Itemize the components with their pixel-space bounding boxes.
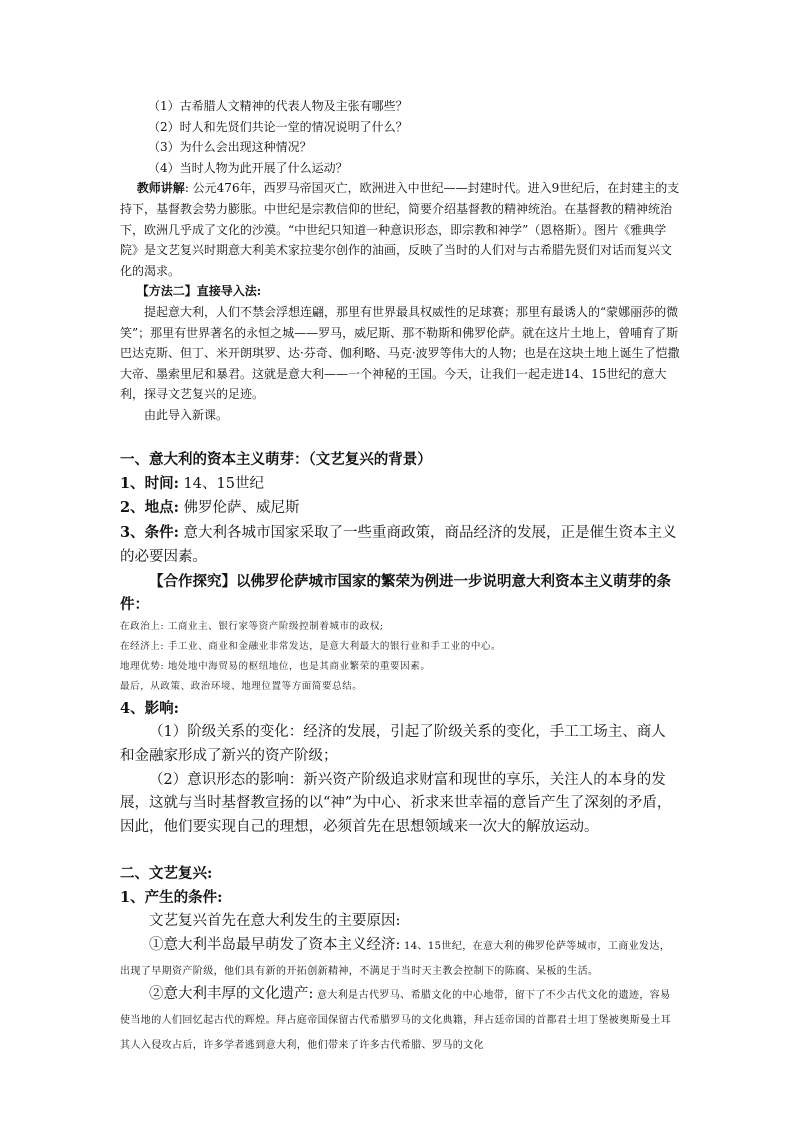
note-item: 最后，从政策、政治环境、地理位置等方面简要总结。 bbox=[120, 681, 363, 693]
method2-text: 提起意大利，人们不禁会浮想连翩，那里有世界最具权威性的足球赛；那里有最诱人的“蒙娜丽莎的微笑”；那里有世界著名的永恒之城——罗马，威尼斯、那不勒斯和佛罗伦萨。就在这片土地上，曾哺育了斯巴达克斯、但丁、米开朗琪罗、达·芬奇、伽利略、马克·波罗等伟大的人物；也是在这块土地上诞生了恺撒大帝、墨索里尼和暴君。这就是意大利——一个神秘的王国。今天，让我们一起走进14、15世纪的意大利，探寻文艺复兴的足迹。 bbox=[120, 304, 680, 402]
section2-heading: 二、文艺复兴: bbox=[120, 865, 213, 883]
section2-intro: 文艺复兴首先在意大利发生的主要原因: bbox=[149, 913, 401, 930]
impact-item: （1）阶级关系的变化：经济的发展，引起了阶级关系的变化，手工工场主、商人和金融家形成了新兴的资产阶级； bbox=[120, 724, 666, 764]
section1-condition: 3、条件: 意大利各城市国家采取了一些重商政策，商品经济的发展，正是催生资本主义的必要因素。 bbox=[120, 524, 677, 565]
section1-heading: 一、意大利的资本主义萌芽：（文艺复兴的背景） bbox=[120, 450, 432, 468]
impact-item: （2）意识形态的影响：新兴资产阶级追求财富和现世的享乐，关注人的本身的发展，这就与当时基督教宣扬的以“神”为中心、祈求来世幸福的意旨产生了深刻的矛盾，因此，他们要实现自己的理想，必须首先在思想领域来一次大的解放运动。 bbox=[120, 771, 672, 836]
inquiry-notes bbox=[120, 617, 680, 697]
question-item: （2）时人和先贤们共论一堂的情况说明了什么？ bbox=[148, 119, 408, 134]
teacher-label: 教师讲解 bbox=[136, 181, 185, 196]
section2-sub: 1、产生的条件: bbox=[120, 889, 223, 907]
question-item: （4）当时人物为此开展了什么运动？ bbox=[148, 160, 348, 175]
question-item: （3）为什么会出现这种情况？ bbox=[148, 140, 312, 155]
reason-item: ①意大利半岛最早萌发了资本主义经济: 14、15世纪，在意大利的佛罗伦萨等城市，工商业发达，出现了早期资产阶级，他们具有新的开拓创新精神，不满足于当时天主教会控制下的陈腐、呆板的生活。 bbox=[120, 936, 671, 977]
method2-title: 【方法二】直接导入法: bbox=[136, 284, 262, 299]
cooperative-inquiry: 【合作探究】以佛罗伦萨城市国家的繁荣为例进一步说明意大利资本主义萌芽的条件： bbox=[120, 572, 671, 614]
section1-time: 1、时间: 14、15世纪 bbox=[120, 474, 264, 492]
note-item: 在经济上: 手工业、商业和金融业非常发达，是意大利最大的银行业和手工业的中心。 bbox=[120, 641, 502, 653]
note-item: 地理优势: 地处地中海贸易的枢纽地位，也是其商业繁荣的重要因素。 bbox=[120, 661, 431, 673]
teacher-text: : 公元476年，西罗马帝国灭亡，欧洲进入中世纪——封建时代。进入9世纪后，在封建主的支持下，基督教会势力膨胀。中世纪是宗教信仰的世纪，简要介绍基督教的精神统治。在基督教的精神统治下，欧洲几乎成了文化的沙漠。“中世纪只知道一种意识形态，即宗教和神学”（恩格斯）。图片《雅典学院》是文艺复兴时期意大利美术家拉斐尔创作的油画，反映了当时的人们对与古希腊先贤们对话而复兴文化的渴求。 bbox=[120, 181, 680, 278]
method2-lead: 由此导入新课。 bbox=[144, 407, 229, 422]
teacher-explanation bbox=[120, 178, 680, 281]
note-item: 在政治上: 工商业主、银行家等资产阶级控制着城市的政权; bbox=[120, 621, 384, 633]
document-page bbox=[120, 96, 680, 1058]
section1-place: 2、地点: 佛罗伦萨、威尼斯 bbox=[120, 499, 300, 517]
impact-label: 4、影响: bbox=[120, 700, 179, 718]
reason-item: ②意大利丰厚的文化遗产: 意大利是古代罗马、希腊文化的中心地带，留下了不少古代文化的遗迹，容易使当地的人们回忆起古代的辉煌。拜占庭帝国保留古代希腊罗马的文化典籍，拜占廷帝国的首都君士坦丁堡被奥斯曼土耳其人入侵攻占后，许多学者逃到意大利，他们带来了许多古代希腊、罗马的文化 bbox=[120, 986, 672, 1052]
question-list bbox=[120, 96, 680, 178]
question-item: （1）古希腊人文精神的代表人物及主张有哪些？ bbox=[148, 99, 408, 113]
